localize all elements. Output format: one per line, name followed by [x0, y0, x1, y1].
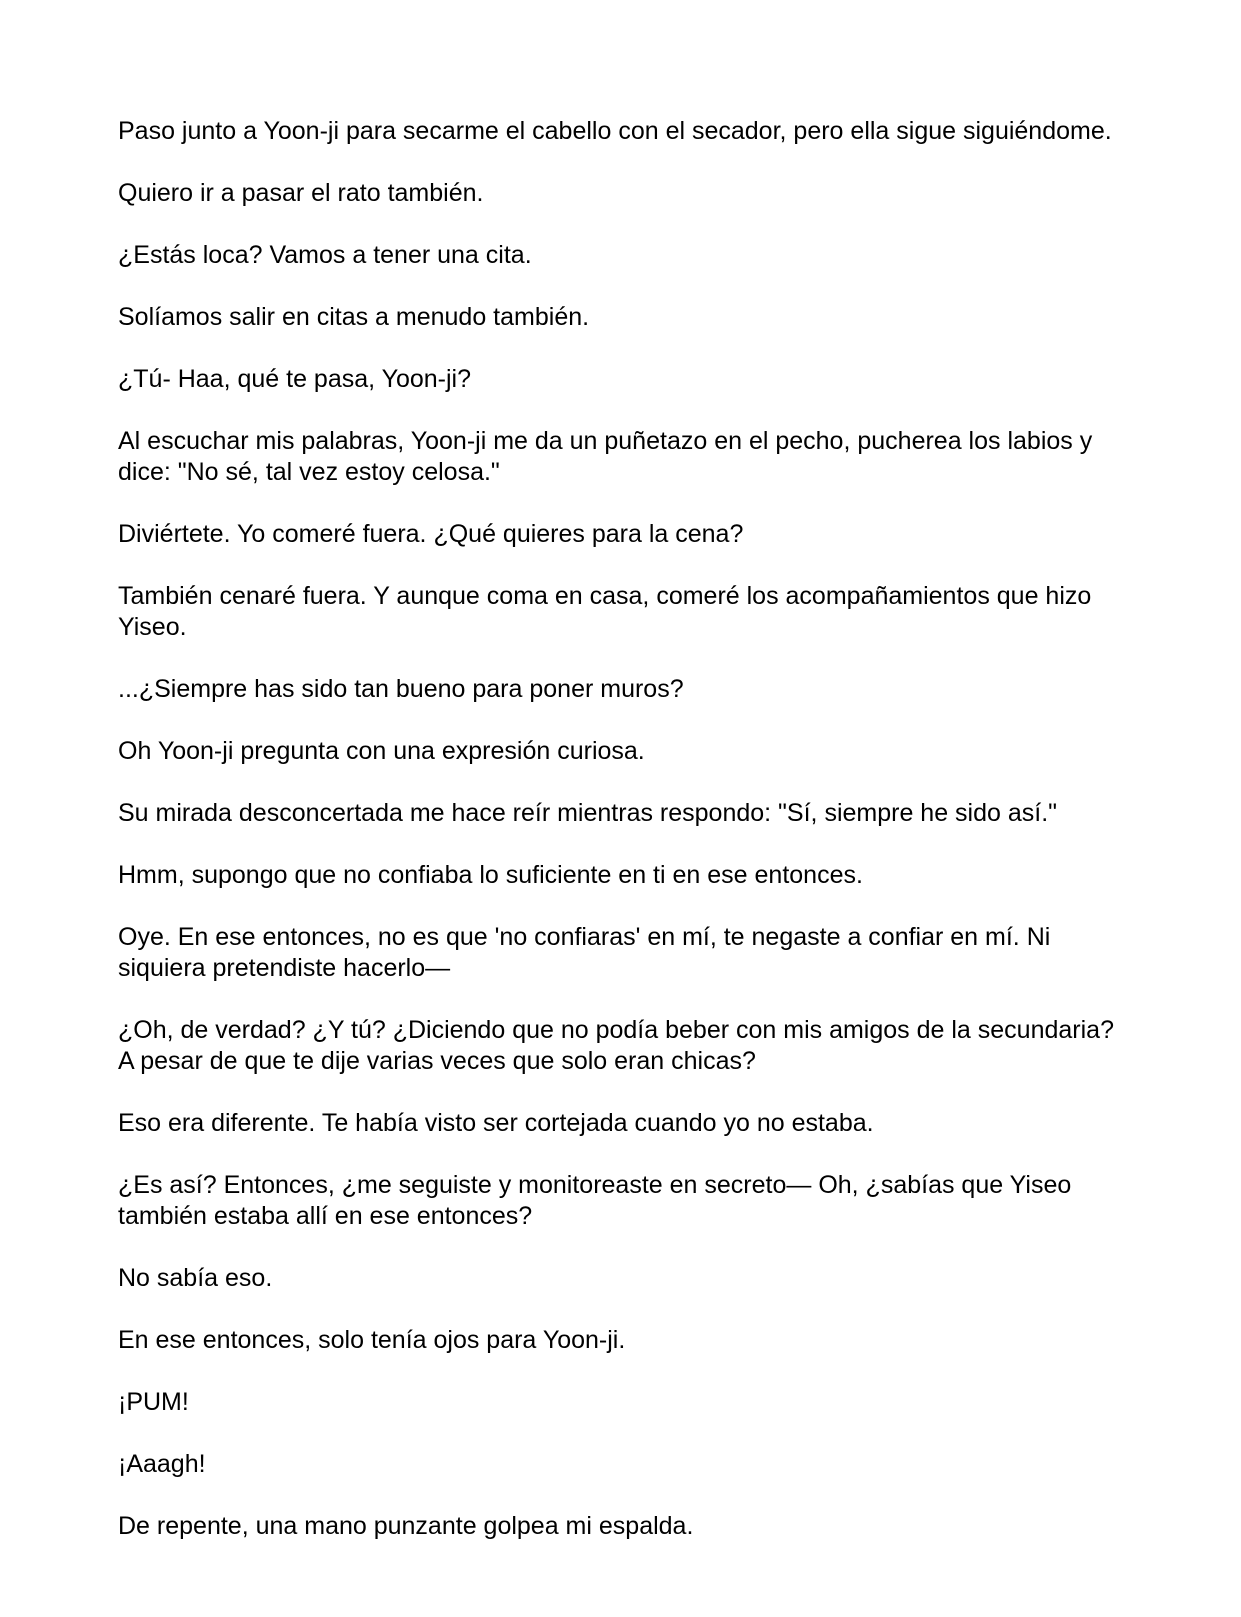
paragraph-19: ¡PUM!	[118, 1388, 189, 1416]
paragraph-12: Hmm, supongo que no confiaba lo suficiente en ti en ese entonces.	[118, 861, 863, 889]
paragraph-16: ¿Es así? Entonces, ¿me seguiste y monitoreaste en secreto— Oh, ¿sabías que Yiseo también estaba allí en ese entonces?	[118, 1171, 1072, 1230]
paragraph-11: Su mirada desconcertada me hace reír mientras respondo: "Sí, siempre he sido así."	[118, 799, 1058, 827]
paragraph-7: Diviértete. Yo comeré fuera. ¿Qué quieres para la cena?	[118, 520, 744, 548]
paragraph-18: En ese entonces, solo tenía ojos para Yoon-ji.	[118, 1326, 626, 1354]
paragraph-9: ...¿Siempre has sido tan bueno para poner muros?	[118, 675, 684, 703]
paragraph-5: ¿Tú- Haa, qué te pasa, Yoon-ji?	[118, 365, 472, 393]
paragraph-4: Solíamos salir en citas a menudo también.	[118, 303, 590, 331]
paragraph-6: Al escuchar mis palabras, Yoon-ji me da un puñetazo en el pecho, pucherea los labios y dice: "No sé, tal vez estoy celosa."	[118, 427, 1093, 486]
paragraph-15: Eso era diferente. Te había visto ser cortejada cuando yo no estaba.	[118, 1109, 874, 1137]
paragraph-2: Quiero ir a pasar el rato también.	[118, 179, 484, 207]
document-body	[118, 116, 1128, 1573]
paragraph-10: Oh Yoon-ji pregunta con una expresión curiosa.	[118, 737, 645, 765]
paragraph-14: ¿Oh, de verdad? ¿Y tú? ¿Diciendo que no podía beber con mis amigos de la secundaria? A pesar de que te dije varias veces que solo eran chicas?	[118, 1016, 1114, 1075]
paragraph-8: También cenaré fuera. Y aunque coma en casa, comeré los acompañamientos que hizo Yiseo.	[118, 582, 1092, 641]
paragraph-1: Paso junto a Yoon-ji para secarme el cabello con el secador, pero ella sigue siguiéndome.	[118, 117, 1112, 145]
paragraph-3: ¿Estás loca? Vamos a tener una cita.	[118, 241, 532, 269]
paragraph-13: Oye. En ese entonces, no es que 'no confiaras' en mí, te negaste a confiar en mí. Ni siquiera pretendiste hacerlo—	[118, 923, 1051, 982]
paragraph-21: De repente, una mano punzante golpea mi espalda.	[118, 1512, 694, 1540]
paragraph-17: No sabía eso.	[118, 1264, 273, 1292]
paragraph-20: ¡Aaagh!	[118, 1450, 206, 1478]
